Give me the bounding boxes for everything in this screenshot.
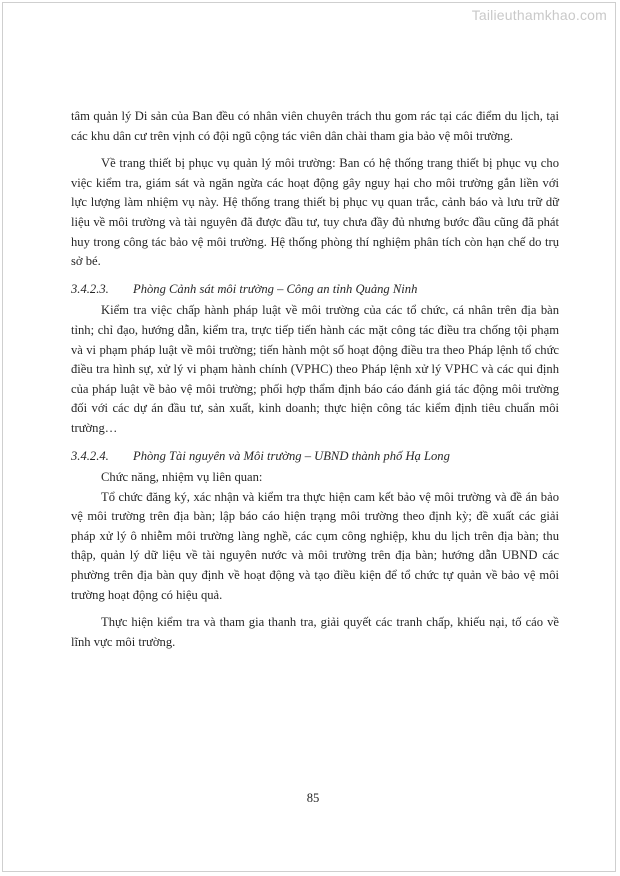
section-heading-3-4-2-3 xyxy=(71,280,559,300)
section-heading-3-4-2-4 xyxy=(71,447,559,467)
section-number: 3.4.2.4. xyxy=(71,448,109,463)
paragraph-5: Tổ chức đăng ký, xác nhận và kiểm tra thực hiện cam kết bảo vệ môi trường và đề án bảo vệ môi trường trên địa bàn; lập báo cáo hiện trạng môi trường theo định kỳ; đề xuất các giải pháp xử lý ô nhiễm môi trường làng nghề, các cụm công nghiệp, khu du lịch trên địa bàn; thu thập, quản lý dữ liệu về tài nguyên nước và môi trường trên địa bàn; hướng dẫn UBND các phường trên địa bàn quy định về hoạt động và tạo điều kiện để tổ chức tự quản về bảo vệ môi trường hoạt động có hiệu quả. xyxy=(71,489,559,602)
body-text xyxy=(71,107,559,652)
paragraph-1: tâm quản lý Di sản của Ban đều có nhân viên chuyên trách thu gom rác tại các điểm du lịch, tại các khu dân cư trên vịnh có đội ngũ cộng tác viên dân chài tham gia bảo vệ môi trường. xyxy=(71,109,559,143)
watermark: Tailieuthamkhao.com xyxy=(471,7,607,23)
paragraph-2: Về trang thiết bị phục vụ quản lý môi trường: Ban có hệ thống trang thiết bị phục vụ cho việc kiểm tra, giám sát và ngăn ngừa các hoạt động gây nguy hại cho môi trường gắn liền với lực lượng làm nhiệm vụ này. Hệ thống trang thiết bị phục vụ quan trắc, cảnh báo và lưu trữ dữ liệu về môi trường và tài nguyên đã được đầu tư, tuy chưa đầy đủ nhưng bước đầu cũng đã phát huy trong công tác bảo vệ môi trường. Hệ thống phòng thí nghiệm phân tích còn hạn chế do trụ sở bé. xyxy=(71,156,559,269)
paragraph-3: Kiểm tra việc chấp hành pháp luật về môi trường của các tổ chức, cá nhân trên địa bàn tỉnh; chỉ đạo, hướng dẫn, kiểm tra, trực tiếp tiến hành các mặt công tác điều tra chống tội phạm và vi phạm pháp luật về môi trường; tiến hành một số hoạt động điều tra theo Pháp lệnh tổ chức điều tra hình sự, xử lý vi phạm hành chính (VPHC) theo Pháp lệnh xử lý VPHC và các qui định của pháp luật về bảo vệ môi trường; phối hợp thẩm định báo cáo đánh giá tác động môi trường đối với các dự án đầu tư, sản xuất, kinh doanh; thực hiện công tác kiểm định tiêu chuẩn môi trường… xyxy=(71,303,559,435)
document-page xyxy=(2,2,616,872)
paragraph-4: Chức năng, nhiệm vụ liên quan: xyxy=(101,470,263,485)
page-number: 85 xyxy=(306,791,320,805)
paragraph-6: Thực hiện kiểm tra và tham gia thanh tra, giải quyết các tranh chấp, khiếu nại, tố cáo về lĩnh vực môi trường. xyxy=(71,615,559,649)
section-title: Phòng Cảnh sát môi trường – Công an tỉnh Quảng Ninh xyxy=(133,281,418,296)
section-title: Phòng Tài nguyên và Môi trường – UBND thành phố Hạ Long xyxy=(133,448,450,463)
section-number: 3.4.2.3. xyxy=(71,281,109,296)
